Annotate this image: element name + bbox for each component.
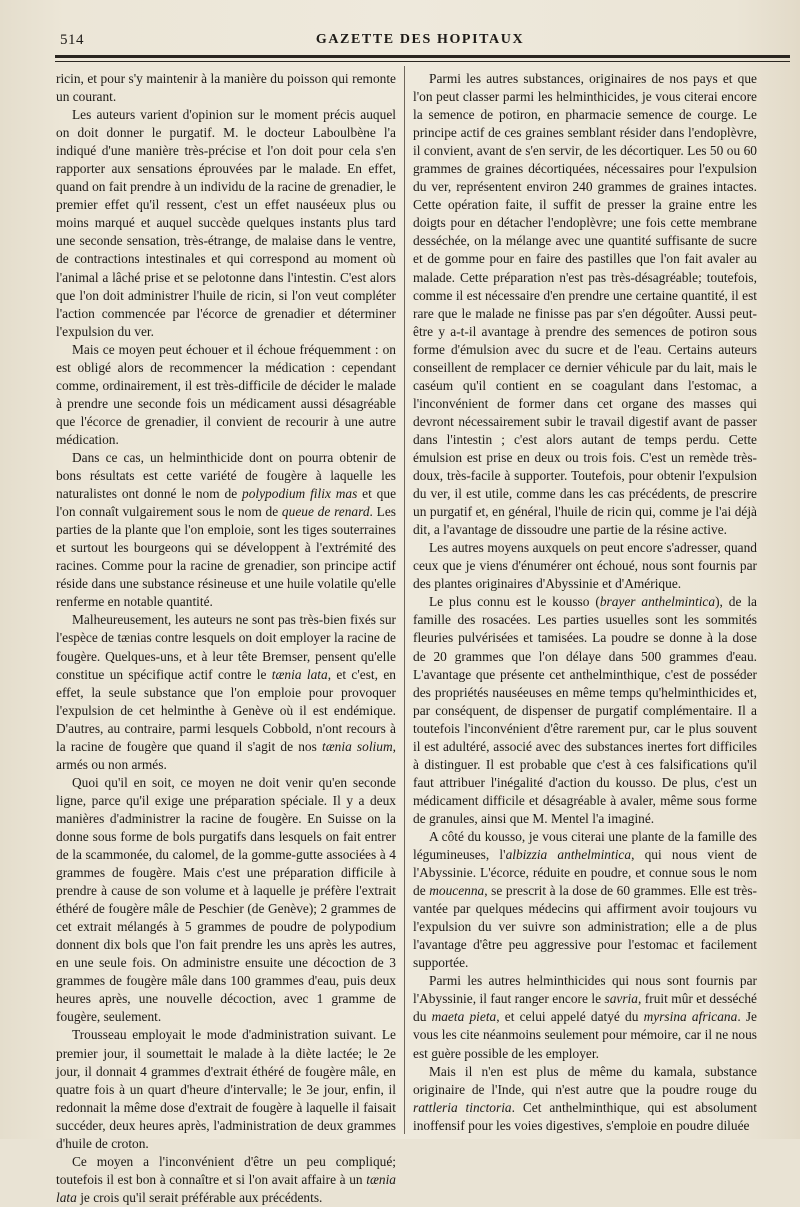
page-header [50,30,790,52]
paragraph [413,972,757,1062]
column-divider [404,66,405,1134]
text-run: , se prescrit à la dose de 60 grammes. Elle est très-vantée par quelques médecins qui affirment avoir toujours vu l'expulsion du ver suivre son administration; elle a de plus l'avantage d'être peu aggressive pour l'estomac et facilement supportée. [413,883,757,971]
common-name: moucenna [429,883,485,899]
text-run: ), de la famille des rosacées. Les parties usuelles sont les sommités fleuries pulvérisées et tamisées. La poudre se donne à la dose de 20 grammes que l'on délaye dans 500 grammes d'eau. L'avantage que présente cet anthelminthique, c'est de posséder des propriétés nauséeuses en même temps qu'helminthicides et, par conséquent, de dispenser de purgatif complémentaire. Il a toutefois l'inconvénient d'être rarement pur, car le plus souvent il est adultéré, associé avec des substances inertes fort difficiles à distinguer. Il est probable que c'est à ces falsifications qu'il faut attribuer l'inégalité d'action du kousso. De plus, c'est un médicament difficile et désagréable à avaler, même sous forme de granules, ainsi que M. Mentel l'a imaginé. [413,594,757,826]
text-run: Le plus connu est le kousso ( [429,594,600,610]
latin-name: brayer anthelmintica [599,594,716,610]
text-run: , fruit mûr et desséché du [413,991,757,1025]
paragraph: ricin, et pour s'y maintenir à la manière du poisson qui remonte un courant. [56,71,396,105]
text-run: , armés ou non armés. [56,738,396,772]
text-run: Ce moyen a l'inconvénient d'être un peu compliqué; toutefois il est bon à connaître et si l'on avait affaire à un [56,1153,396,1187]
journal-title: GAZETTE DES HOPITAUX [315,32,525,47]
paragraph: Mais ce moyen peut échouer et il échoue fréquemment : on est obligé alors de recommencer la médication : cependant comme, ordinairement, il est très-difficile de décider le malade à prendre une seconde fois un médicament aussi désagréable que l'écorce de grenadier, il convient de recourir à une autre médication. [56,341,396,447]
header-rule-thick [55,55,790,58]
paragraph: Les auteurs varient d'opinion sur le moment précis auquel on doit donner le purgatif. M. le docteur Laboulbène l'a indiqué d'une manière très-précise et l'on doit pour cela s'en rapporter aux sensations éprouvées par le malade. En effet, quand on fait prendre à un individu de la racine de grenadier, le premier effet qu'il ressent, c'est un effet nauséeux plus ou moins marqué et auquel succède quelques instants plus tard une seconde sensation, très-étrange, de malaise dans le ventre, de contractions intestinales et qui correspond au moment où l'animal a lâché prise et se pelotonne dans l'intestin. C'est alors que l'on doit administrer l'huile de ricin, si l'on veut compléter l'action commencée par l'écorce de grenadier et déterminer l'expulsion du ver. [56,107,396,339]
latin-name: myrsina africana [643,1009,738,1025]
latin-name: maeta pieta [431,1009,497,1025]
text-run: et que l'on connaît vulgairement sous le nom de [56,486,397,520]
text-run: je crois qu'il serait préférable aux précédents. [76,1189,323,1205]
latin-name: albizzia anthelmintica [505,847,632,863]
latin-name: tænia lata [271,666,328,682]
latin-name: tænia lata [56,1171,396,1205]
left-column [56,70,397,1205]
common-name: queue de renard [281,504,370,520]
page-number: 514 [60,32,84,48]
paragraph: Les autres moyens auxquels on peut encore s'adresser, quand ceux que je viens d'énumérer ont échoué, nous sont fournis par des plantes originaires d'Abyssinie et d'Amérique. [413,540,757,592]
text-run: Parmi les autres helminthicides qui nous sont fournis par l'Abyssinie, il faut ranger encore le [413,973,757,1007]
text-run: . Les parties de la plante que l'on emploie, sont les tiges souterraines et surtout les bourgeons qui se développent à l'extrémité des racines. Comme pour la racine de grenadier, son principe actif réside dans une substance résineuse et une huile volatile qu'elle renferme en notable quantité. [56,504,397,610]
paragraph [413,828,757,972]
text-run: , et c'est, en effet, la seule substance que l'on emploie pour provoquer l'expulsion de cet helminthe à Genève où il est endémique. D'autres, au contraire, parmi lesquels Cobbold, n'ont recours à la racine de fougère que quand il s'agit de nos [56,666,396,754]
text-run: Dans ce cas, un helminthicide dont on pourra obtenir de bons résultats est cette variété de fougère à laquelle les naturalistes ont donné le nom de [56,449,396,502]
paragraph [413,593,757,828]
paragraph: Trousseau employait le mode d'administration suivant. Le premier jour, il soumettait le malade à la diète lactée; le 2e jour, il donnait 4 grammes d'extrait éthéré de fougère mâle, en quatre fois à un quart d'heure d'intervalle; le 3e jour, enfin, il redonnait la même dose d'extrait de fougère à laquelle il faisait succéder, deux heures après, l'administration de deux grammes d'huile de croton. [56,1027,396,1151]
text-run: Mais il n'en est plus de même du kamala, substance originaire de l'Inde, qui n'est autre que la poudre rouge du [413,1063,757,1097]
text-run: , qui nous vient de l'Abyssinie. L'écorce, réduite en poudre, et connue sous le nom de [413,847,757,899]
text-run: A côté du kousso, je vous citerai une plante de la famille des légumineuses, l' [413,828,757,863]
paragraph: Parmi les autres substances, originaires de nos pays et que l'on peut classer parmi les helminthicides, je vous citerai encore la semence de potiron, en pharmacie semence de courge. Le principe actif de ces graines semblant résider dans l'endoplèvre, il convient, avant de s'en servir, de les décortiquer. Les 50 ou 60 grammes de graines décortiquées, nécessaires pour l'expulsion du ver, représentent environ 240 grammes de graines intactes. Cette opération faite, il suffit de presser la graine entre les doigts pour en détacher l'endoplèvre; une fois cette membrane desséchée, on la mélange avec une quantité suffisante de sucre et de gomme pour en faire des pastilles que l'on fait avaler au malade. Cette préparation n'est pas très-désagréable; toutefois, comme il est nécessaire d'en prendre une certaine quantité, il est rare que le malade ne finisse pas par s'en dégoûter. Aussi peut-être y a-t-il avantage à prendre des semences de potiron sous forme d'émulsion avec du sucre et de l'eau. Certains auteurs conseillent de remplacer ce dernier véhicule par du lait, mais le caséum qu'il contient en se coagulant dans l'estomac, a l'inconvénient de former dans cet organe des masses qui devront nécessairement subir le travail digestif avant de passer dans l'intestin ; c'est alors autant de temps perdu. Cette émulsion est prise en deux ou trois fois. C'est un remède très-doux, très-facile à supporter. Toutefois, pour obtenir l'expulsion du ver, il est utile, comme dans les cas précédents, de prescrire un purgatif et, en général, l'huile de ricin qui, comme je l'ai déjà dit, a l'avantage de dissoudre une partie de la résine active. [413,71,757,538]
paragraph [413,1063,757,1135]
paragraph [56,1153,396,1207]
latin-name: tænia solium [322,738,393,754]
paragraph [56,611,396,773]
text-run: . Je vous les cite néanmoins seulement pour mémoire, car il ne nous est guère possible de les employer. [413,1009,757,1061]
latin-name: rattleria tinctoria [413,1099,512,1115]
right-column [413,70,757,1135]
text-run: , et celui appelé datyé du [496,1009,644,1025]
latin-name: polypodium filix mas [242,486,358,502]
paragraph [56,449,396,611]
latin-name: savria [604,991,638,1007]
text-run: . Cet anthelminthique, qui est absolument inoffensif pour les voies digestives, s'emploie en poudre diluée [413,1099,758,1133]
text-run: Malheureusement, les auteurs ne sont pas très-bien fixés sur l'espèce de tænias contre lesquels on doit employer la racine de fougère. Quelques-uns, et à leur tête Bremser, pensent qu'elle constitue un spécifique actif contre le [56,612,396,682]
header-rule-thin [55,61,790,62]
paragraph: Quoi qu'il en soit, ce moyen ne doit venir qu'en seconde ligne, parce qu'il exige une préparation spéciale. Il y a deux manières d'administrer la racine de fougère. En Suisse on la donne sous forme de bols purgatifs dans lesquels on fait entrer de la scammonée, du calomel, de la gomme-gutte associées à 4 grammes de fougère. Mais c'est une préparation difficile à prendre à cause de son volume et à laquelle je préfère l'extrait éthéré de fougère mâle de Peschier (de Genève); 2 grammes de cet extrait mélangés à 5 grammes de poudre de polypodium donnent dix bols que l'on fait prendre les uns après les autres, en une seule fois. On administre ensuite une décoction de 3 grammes de fougère mâle dans 100 grammes d'eau, puis deux heures après, une nouvelle décoction, avec 1 gramme de fougère, seulement. [56,774,396,1025]
